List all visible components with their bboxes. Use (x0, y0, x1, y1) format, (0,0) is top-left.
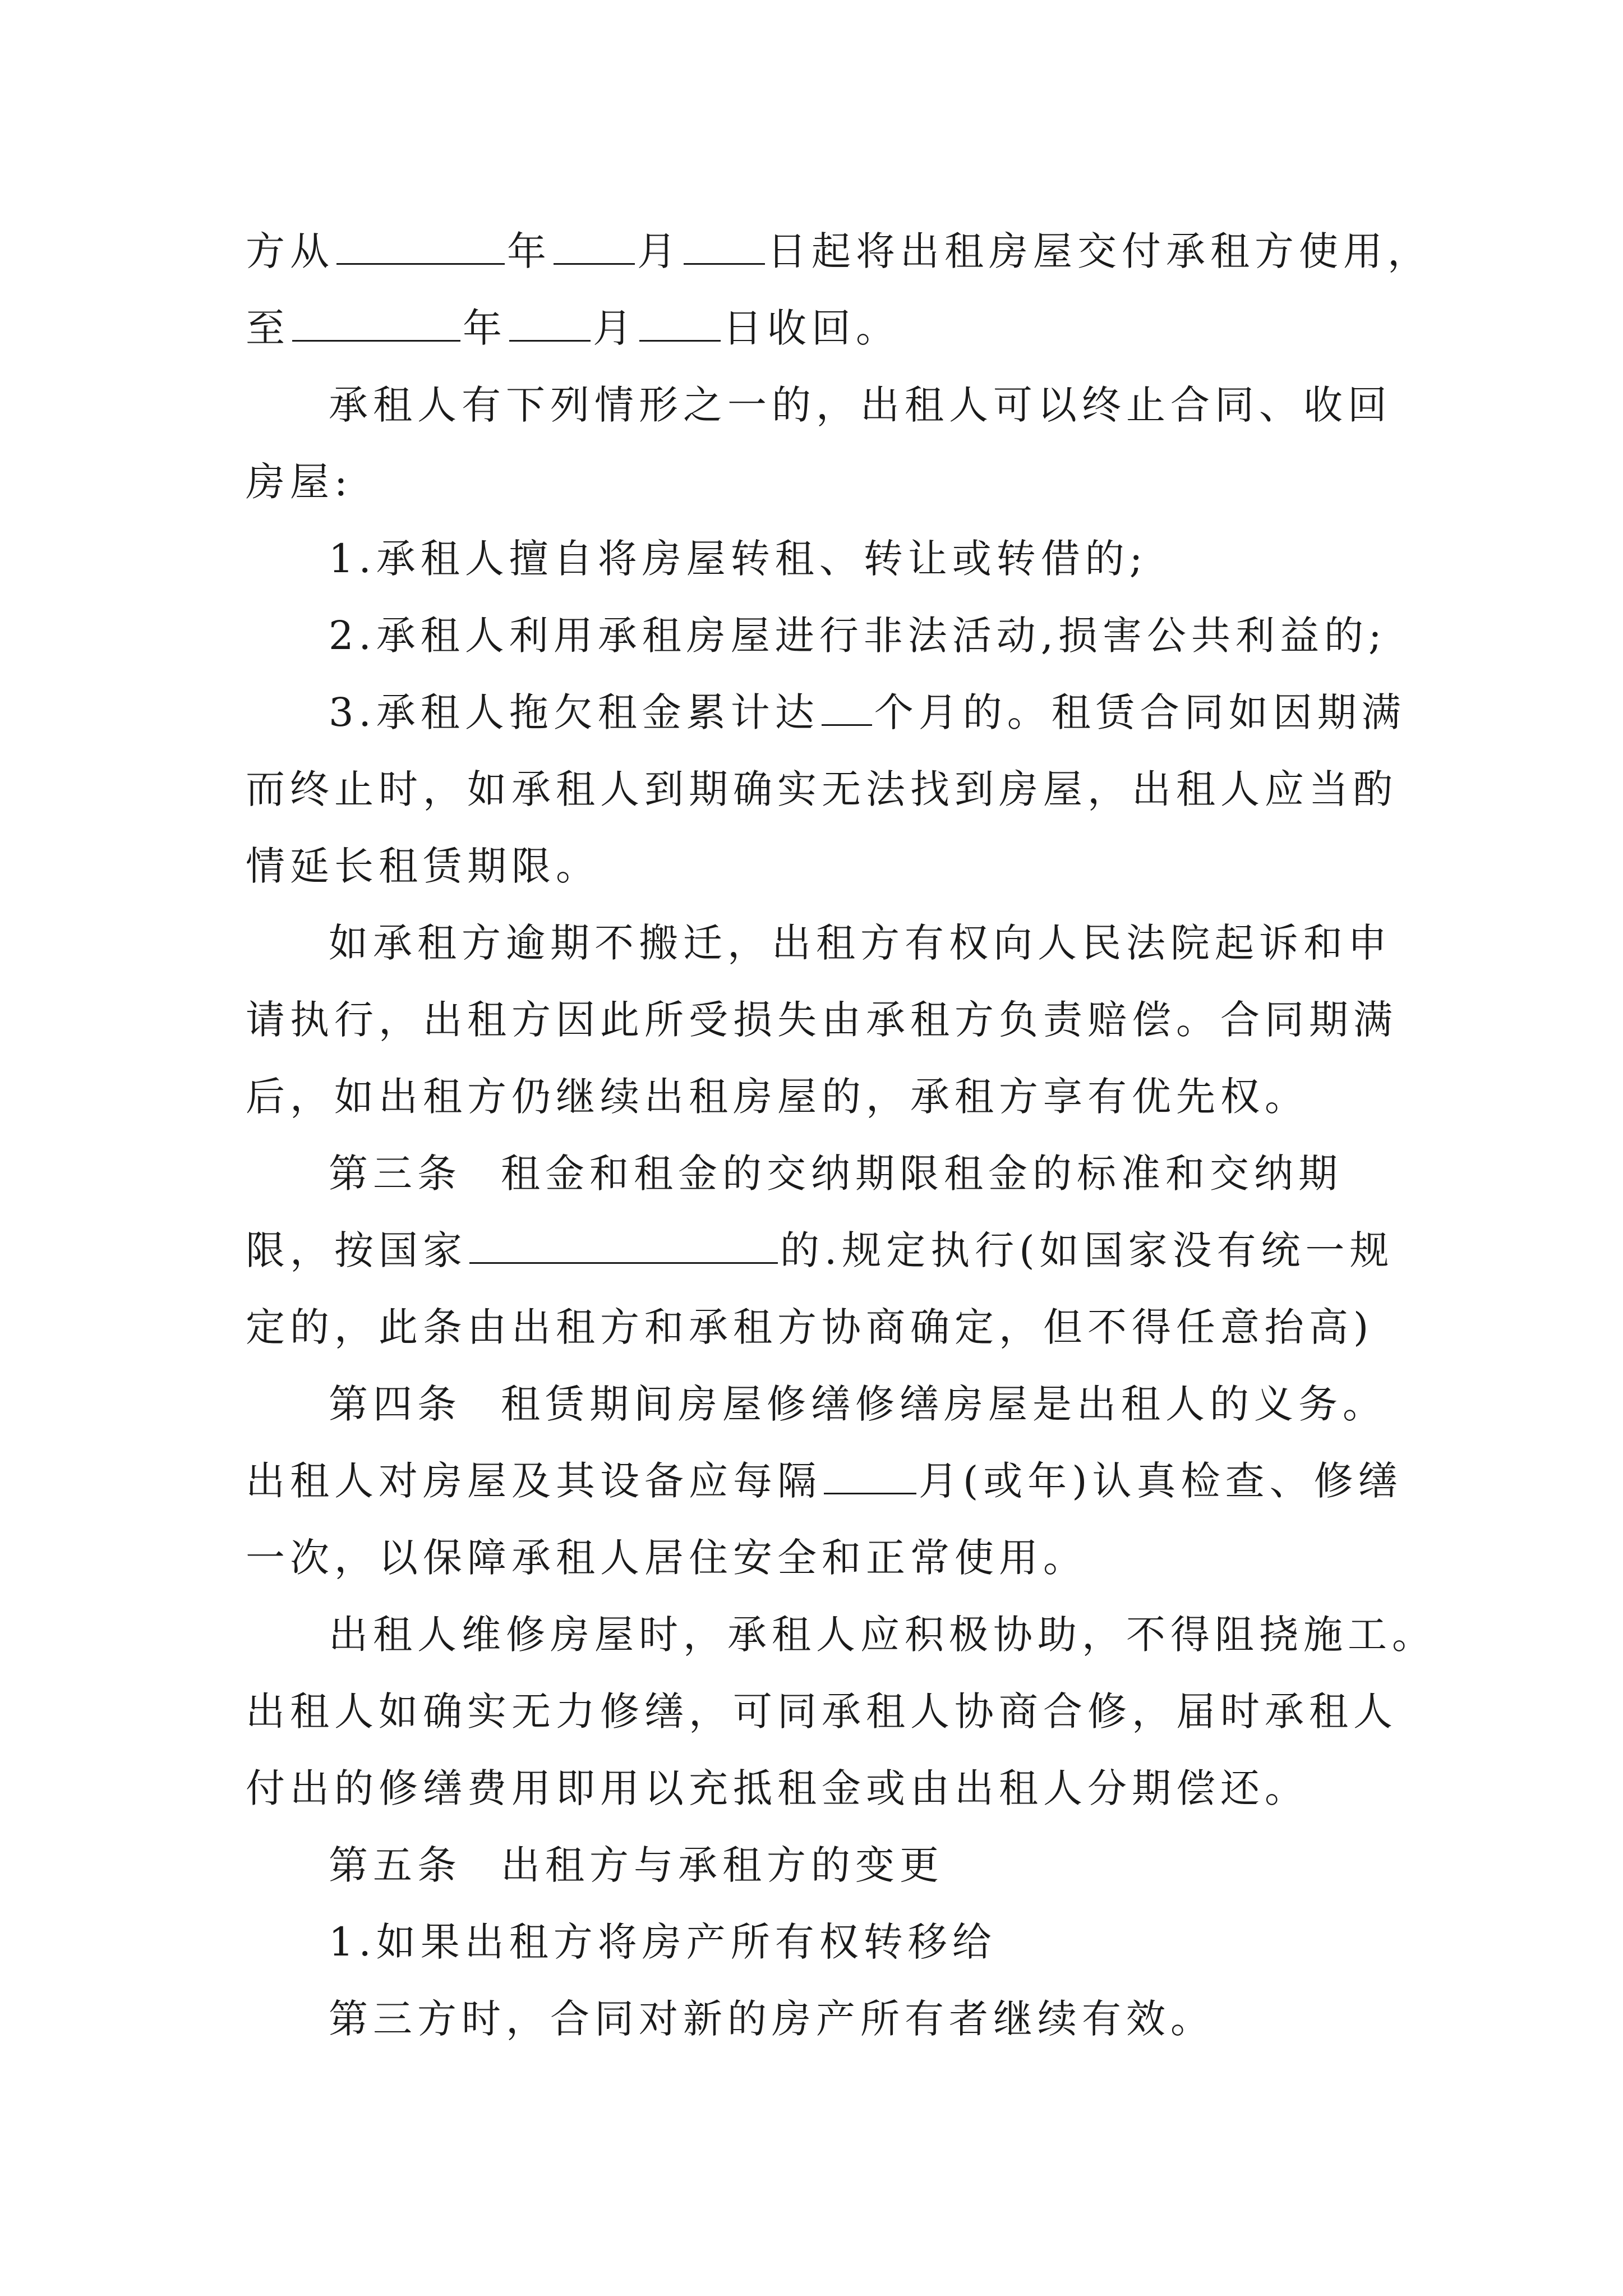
period-blank (824, 1453, 916, 1494)
text-span: 个月的。租赁合同如因期满 (874, 689, 1406, 735)
list-item-3 (246, 674, 1440, 751)
text-line: 后，如出租方仍继续出租房屋的，承租方享有优先权。 (246, 1074, 1309, 1120)
year-blank (292, 301, 460, 342)
text-line: 第三方时，合同对新的房产所有者继续有效。 (329, 1996, 1215, 2042)
text-span: 至 (246, 305, 290, 351)
text-span: 租金和租金的交纳期限租金的标准和交纳期 (501, 1151, 1343, 1197)
text-span: 月 (593, 305, 637, 351)
text-span: 月(或年)认真检查、修缮 (919, 1458, 1403, 1504)
text-span: 租赁期间房屋修缮修缮房屋是出租人的义务。 (501, 1381, 1387, 1427)
year-blank (336, 224, 505, 265)
text-span: 限，按国家 (246, 1227, 467, 1273)
text-line (246, 1443, 1440, 1520)
text-line: 请执行，出租方因此所受损失由承租方负责赔偿。合同期满 (246, 997, 1398, 1043)
count-blank (822, 685, 872, 726)
day-blank (639, 301, 721, 342)
text-line: 而终止时，如承租人到期确实无法找到房屋，出租人应当酌 (246, 766, 1398, 812)
text-line (246, 1212, 1440, 1289)
text-span: 年 (463, 305, 507, 351)
list-item-1: 1.如果出租方将房产所有权转移给 (329, 1919, 997, 1965)
text-span: 日起将出租房屋交付承租方使用， (767, 228, 1432, 274)
text-span: 出租方与承租方的变更 (501, 1842, 944, 1888)
text-line: 出租人如确实无力修缮，可同承租人协商合修，届时承租人 (246, 1688, 1398, 1734)
text-line: 如承租方逾期不搬迁，出租方有权向人民法院起诉和申 (329, 920, 1392, 966)
list-item-1: 1.承租人擅自将房屋转租、转让或转借的; (329, 536, 1148, 582)
text-line: 定的，此条由出租方和承租方协商确定，但不得任意抬高) (246, 1304, 1374, 1350)
text-line: 情延长租赁期限。 (246, 843, 600, 889)
text-line: 出租人维修房屋时，承租人应积极协助，不得阻挠施工。 (329, 1612, 1436, 1658)
text-span: 的.规定执行(如国家没有统一规 (780, 1227, 1394, 1273)
text-line: 房屋: (246, 459, 353, 505)
month-blank (554, 224, 635, 265)
text-line: 一次，以保障承租人居住安全和正常使用。 (246, 1535, 1087, 1581)
list-item-2: 2.承租人利用承租房屋进行非法活动,损害公共利益的; (329, 613, 1387, 659)
article-5-heading (246, 1827, 1440, 1904)
article-number: 第三条 (329, 1151, 462, 1197)
text-span: 年 (507, 228, 551, 274)
article-3-heading (246, 1135, 1440, 1212)
text-span: 出租人对房屋及其设备应每隔 (246, 1458, 822, 1504)
article-4-heading (246, 1366, 1440, 1443)
contract-page (246, 213, 1440, 2058)
text-span: 月 (637, 228, 681, 274)
article-number: 第四条 (329, 1381, 462, 1427)
text-line (246, 290, 1440, 367)
month-blank (509, 301, 591, 342)
text-line: 付出的修缮费用即用以充抵租金或由出租人分期偿还。 (246, 1765, 1309, 1811)
day-blank (684, 224, 765, 265)
article-number: 第五条 (329, 1842, 462, 1888)
text-line: 承租人有下列情形之一的，出租人可以终止合同、收回 (329, 382, 1392, 428)
text-span: 日收回。 (723, 305, 900, 351)
text-line (246, 213, 1440, 290)
text-span: 方从 (246, 228, 334, 274)
text-span: 3.承租人拖欠租金累计达 (329, 689, 819, 735)
regulation-blank (469, 1223, 778, 1264)
